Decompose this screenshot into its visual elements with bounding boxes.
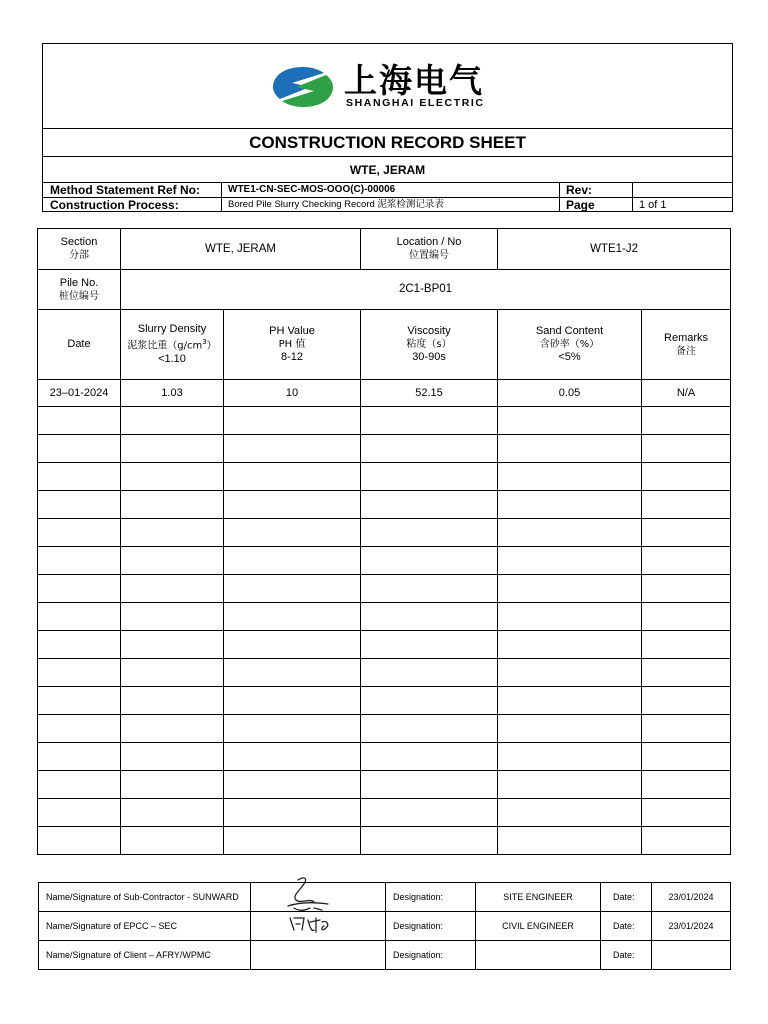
table-cell — [361, 603, 498, 631]
density-header-sup: 3 — [202, 338, 207, 347]
table-cell — [642, 491, 731, 519]
table-cell — [642, 407, 731, 435]
table-cell — [642, 771, 731, 799]
table-cell — [224, 575, 361, 603]
section-label: Section — [60, 236, 98, 248]
table-cell — [361, 715, 498, 743]
handwritten-signature-icon — [270, 872, 345, 940]
table-row — [38, 771, 731, 799]
table-cell — [38, 743, 121, 771]
rev-value — [633, 183, 734, 197]
method-statement-label: Method Statement Ref No: — [43, 183, 222, 197]
table-cell — [498, 827, 642, 855]
signatory-name: Name/Signature of Sub-Contractor - SUNWARD — [39, 883, 251, 912]
table-cell — [38, 463, 121, 491]
table-cell — [498, 771, 642, 799]
construction-process-value: Bored Pile Slurry Checking Record 泥浆检测记录表 — [222, 198, 560, 212]
table-cell — [361, 659, 498, 687]
density-header-spec: <1.10 — [158, 352, 186, 365]
table-cell — [361, 771, 498, 799]
ph-header-spec: 8-12 — [280, 351, 304, 363]
table-row — [38, 519, 731, 547]
table-cell — [121, 771, 224, 799]
location-label-cell — [361, 229, 498, 270]
density-header — [121, 310, 224, 380]
viscosity-header — [361, 310, 498, 380]
table-row — [38, 380, 731, 407]
table-cell — [498, 799, 642, 827]
table-cell — [38, 631, 121, 659]
table-cell — [121, 575, 224, 603]
remarks-header — [642, 310, 731, 380]
designation-label: Designation: — [386, 912, 476, 941]
table-cell — [224, 547, 361, 575]
table-row — [38, 575, 731, 603]
table-row — [38, 743, 731, 771]
table-cell — [642, 799, 731, 827]
table-cell — [361, 435, 498, 463]
table-cell — [224, 435, 361, 463]
date-label: Date: — [601, 912, 652, 941]
table-cell — [498, 687, 642, 715]
section-value: WTE, JERAM — [121, 229, 361, 270]
density-header-en: Slurry Density — [137, 323, 207, 336]
table-row — [38, 827, 731, 855]
table-row — [38, 631, 731, 659]
section-row — [38, 229, 731, 270]
method-statement-value: WTE1-CN-SEC-MOS-OOO(C)-00006 — [222, 183, 560, 197]
ph-header-en: PH Value — [269, 325, 315, 337]
table-cell — [121, 687, 224, 715]
table-cell — [498, 603, 642, 631]
table-cell — [121, 827, 224, 855]
designation-label: Designation: — [386, 883, 476, 912]
table-row — [38, 715, 731, 743]
date-cell: 23–01-2024 — [38, 380, 121, 407]
table-cell — [121, 799, 224, 827]
table-row — [38, 491, 731, 519]
table-cell — [498, 659, 642, 687]
table-cell — [121, 631, 224, 659]
viscosity-cell: 52.15 — [361, 380, 498, 407]
remarks-cell: N/A — [642, 380, 731, 407]
table-row — [38, 659, 731, 687]
table-cell — [38, 827, 121, 855]
table-cell — [642, 659, 731, 687]
table-cell — [361, 463, 498, 491]
location-label-cn: 位置编号 — [409, 250, 450, 261]
table-cell — [361, 575, 498, 603]
logo-english-text: SHANGHAI ELECTRIC — [346, 97, 485, 109]
density-header-cn-end: ） — [206, 340, 217, 352]
table-cell — [38, 771, 121, 799]
document-header — [42, 43, 733, 212]
table-row — [38, 435, 731, 463]
table-cell — [224, 407, 361, 435]
viscosity-header-en: Viscosity — [407, 325, 451, 337]
signatory-name: Name/Signature of EPCC – SEC — [39, 912, 251, 941]
table-cell — [361, 631, 498, 659]
table-cell — [38, 799, 121, 827]
table-row — [38, 463, 731, 491]
table-row — [38, 799, 731, 827]
table-cell — [361, 519, 498, 547]
pile-value: 2C1-BP01 — [121, 270, 731, 310]
table-cell — [224, 687, 361, 715]
table-cell — [38, 547, 121, 575]
ph-header — [224, 310, 361, 380]
table-cell — [121, 435, 224, 463]
designation-value: CIVIL ENGINEER — [476, 912, 601, 941]
density-header-cn-text: 泥浆比重（g/cm — [127, 340, 203, 352]
table-cell — [121, 547, 224, 575]
table-cell — [38, 659, 121, 687]
location-label: Location / No — [396, 236, 462, 248]
table-cell — [498, 575, 642, 603]
table-row — [38, 687, 731, 715]
table-row — [38, 603, 731, 631]
signature-row — [39, 941, 731, 970]
date-value: 23/01/2024 — [652, 883, 731, 912]
table-row — [38, 547, 731, 575]
section-label-cn: 分部 — [69, 250, 89, 261]
section-label-cell — [38, 229, 121, 270]
table-cell — [38, 687, 121, 715]
table-cell — [224, 519, 361, 547]
density-cell: 1.03 — [121, 380, 224, 407]
table-cell — [642, 687, 731, 715]
table-cell — [38, 519, 121, 547]
date-label: Date: — [601, 941, 652, 970]
location-value: WTE1-J2 — [498, 229, 731, 270]
table-cell — [361, 547, 498, 575]
table-cell — [121, 491, 224, 519]
construction-process-row — [43, 198, 732, 212]
table-cell — [642, 435, 731, 463]
table-cell — [38, 407, 121, 435]
table-cell — [224, 631, 361, 659]
table-cell — [498, 435, 642, 463]
table-cell — [498, 463, 642, 491]
table-cell — [361, 743, 498, 771]
designation-value — [476, 941, 601, 970]
table-cell — [224, 715, 361, 743]
viscosity-header-spec: 30-90s — [412, 351, 446, 363]
remarks-header-cn: 备注 — [676, 345, 697, 357]
designation-value: SITE ENGINEER — [476, 883, 601, 912]
table-cell — [498, 743, 642, 771]
table-cell — [498, 407, 642, 435]
table-cell — [224, 799, 361, 827]
date-header: Date — [38, 310, 121, 380]
table-cell — [121, 519, 224, 547]
date-value — [652, 941, 731, 970]
sand-header-spec: <5% — [558, 351, 581, 363]
table-cell — [642, 547, 731, 575]
remarks-header-en: Remarks — [664, 331, 709, 344]
table-cell — [642, 743, 731, 771]
table-cell — [361, 491, 498, 519]
page-label: Page — [560, 198, 633, 212]
signature-row — [39, 912, 731, 941]
table-cell — [498, 631, 642, 659]
document-title: CONSTRUCTION RECORD SHEET — [43, 129, 732, 157]
document-subtitle: WTE, JERAM — [43, 157, 732, 183]
rev-label: Rev: — [560, 183, 633, 197]
table-cell — [642, 715, 731, 743]
viscosity-header-cn: 粘度（s） — [406, 339, 452, 350]
method-statement-row — [43, 183, 732, 198]
table-cell — [38, 603, 121, 631]
table-cell — [121, 603, 224, 631]
table-cell — [224, 771, 361, 799]
column-header-row — [38, 310, 731, 380]
density-header-cn — [121, 336, 223, 352]
signature-table — [38, 882, 731, 970]
construction-process-label: Construction Process: — [43, 198, 222, 212]
logo-chinese-text: 上海电气 — [344, 62, 484, 99]
date-label: Date: — [601, 883, 652, 912]
table-cell — [224, 659, 361, 687]
pile-label: Pile No. — [59, 276, 99, 289]
ph-cell: 10 — [224, 380, 361, 407]
table-cell — [121, 715, 224, 743]
table-cell — [224, 743, 361, 771]
table-cell — [38, 715, 121, 743]
sand-cell: 0.05 — [498, 380, 642, 407]
table-cell — [642, 603, 731, 631]
page-value: 1 of 1 — [639, 199, 667, 211]
table-cell — [642, 463, 731, 491]
table-cell — [121, 407, 224, 435]
table-cell — [642, 827, 731, 855]
table-cell — [224, 463, 361, 491]
table-cell — [224, 827, 361, 855]
signatory-name: Name/Signature of Client – AFRY/WPMC — [39, 941, 251, 970]
sand-header-cn: 含砂率（%） — [539, 339, 600, 350]
table-cell — [361, 687, 498, 715]
table-cell — [361, 407, 498, 435]
table-cell — [498, 715, 642, 743]
table-cell — [224, 491, 361, 519]
shanghai-electric-logo-icon — [270, 64, 336, 110]
ph-header-cn: PH 值 — [278, 339, 306, 350]
table-cell — [498, 491, 642, 519]
date-value: 23/01/2024 — [652, 912, 731, 941]
table-cell — [121, 659, 224, 687]
table-cell — [498, 519, 642, 547]
designation-label: Designation: — [386, 941, 476, 970]
table-cell — [38, 491, 121, 519]
signature-box — [251, 941, 386, 970]
table-row — [38, 407, 731, 435]
table-cell — [498, 547, 642, 575]
logo-area — [43, 44, 732, 129]
table-cell — [361, 827, 498, 855]
table-cell — [38, 575, 121, 603]
sand-header — [498, 310, 642, 380]
table-cell — [361, 799, 498, 827]
table-cell — [121, 463, 224, 491]
table-cell — [224, 603, 361, 631]
pile-label-cn: 桩位编号 — [59, 290, 99, 302]
signature-row — [39, 883, 731, 912]
pile-row — [38, 270, 731, 310]
sand-header-en: Sand Content — [535, 325, 604, 337]
table-cell — [642, 519, 731, 547]
slurry-record-table — [37, 228, 731, 855]
pile-label-cell — [38, 270, 121, 310]
table-cell — [642, 631, 731, 659]
table-cell — [121, 743, 224, 771]
table-cell — [642, 575, 731, 603]
table-cell — [38, 435, 121, 463]
